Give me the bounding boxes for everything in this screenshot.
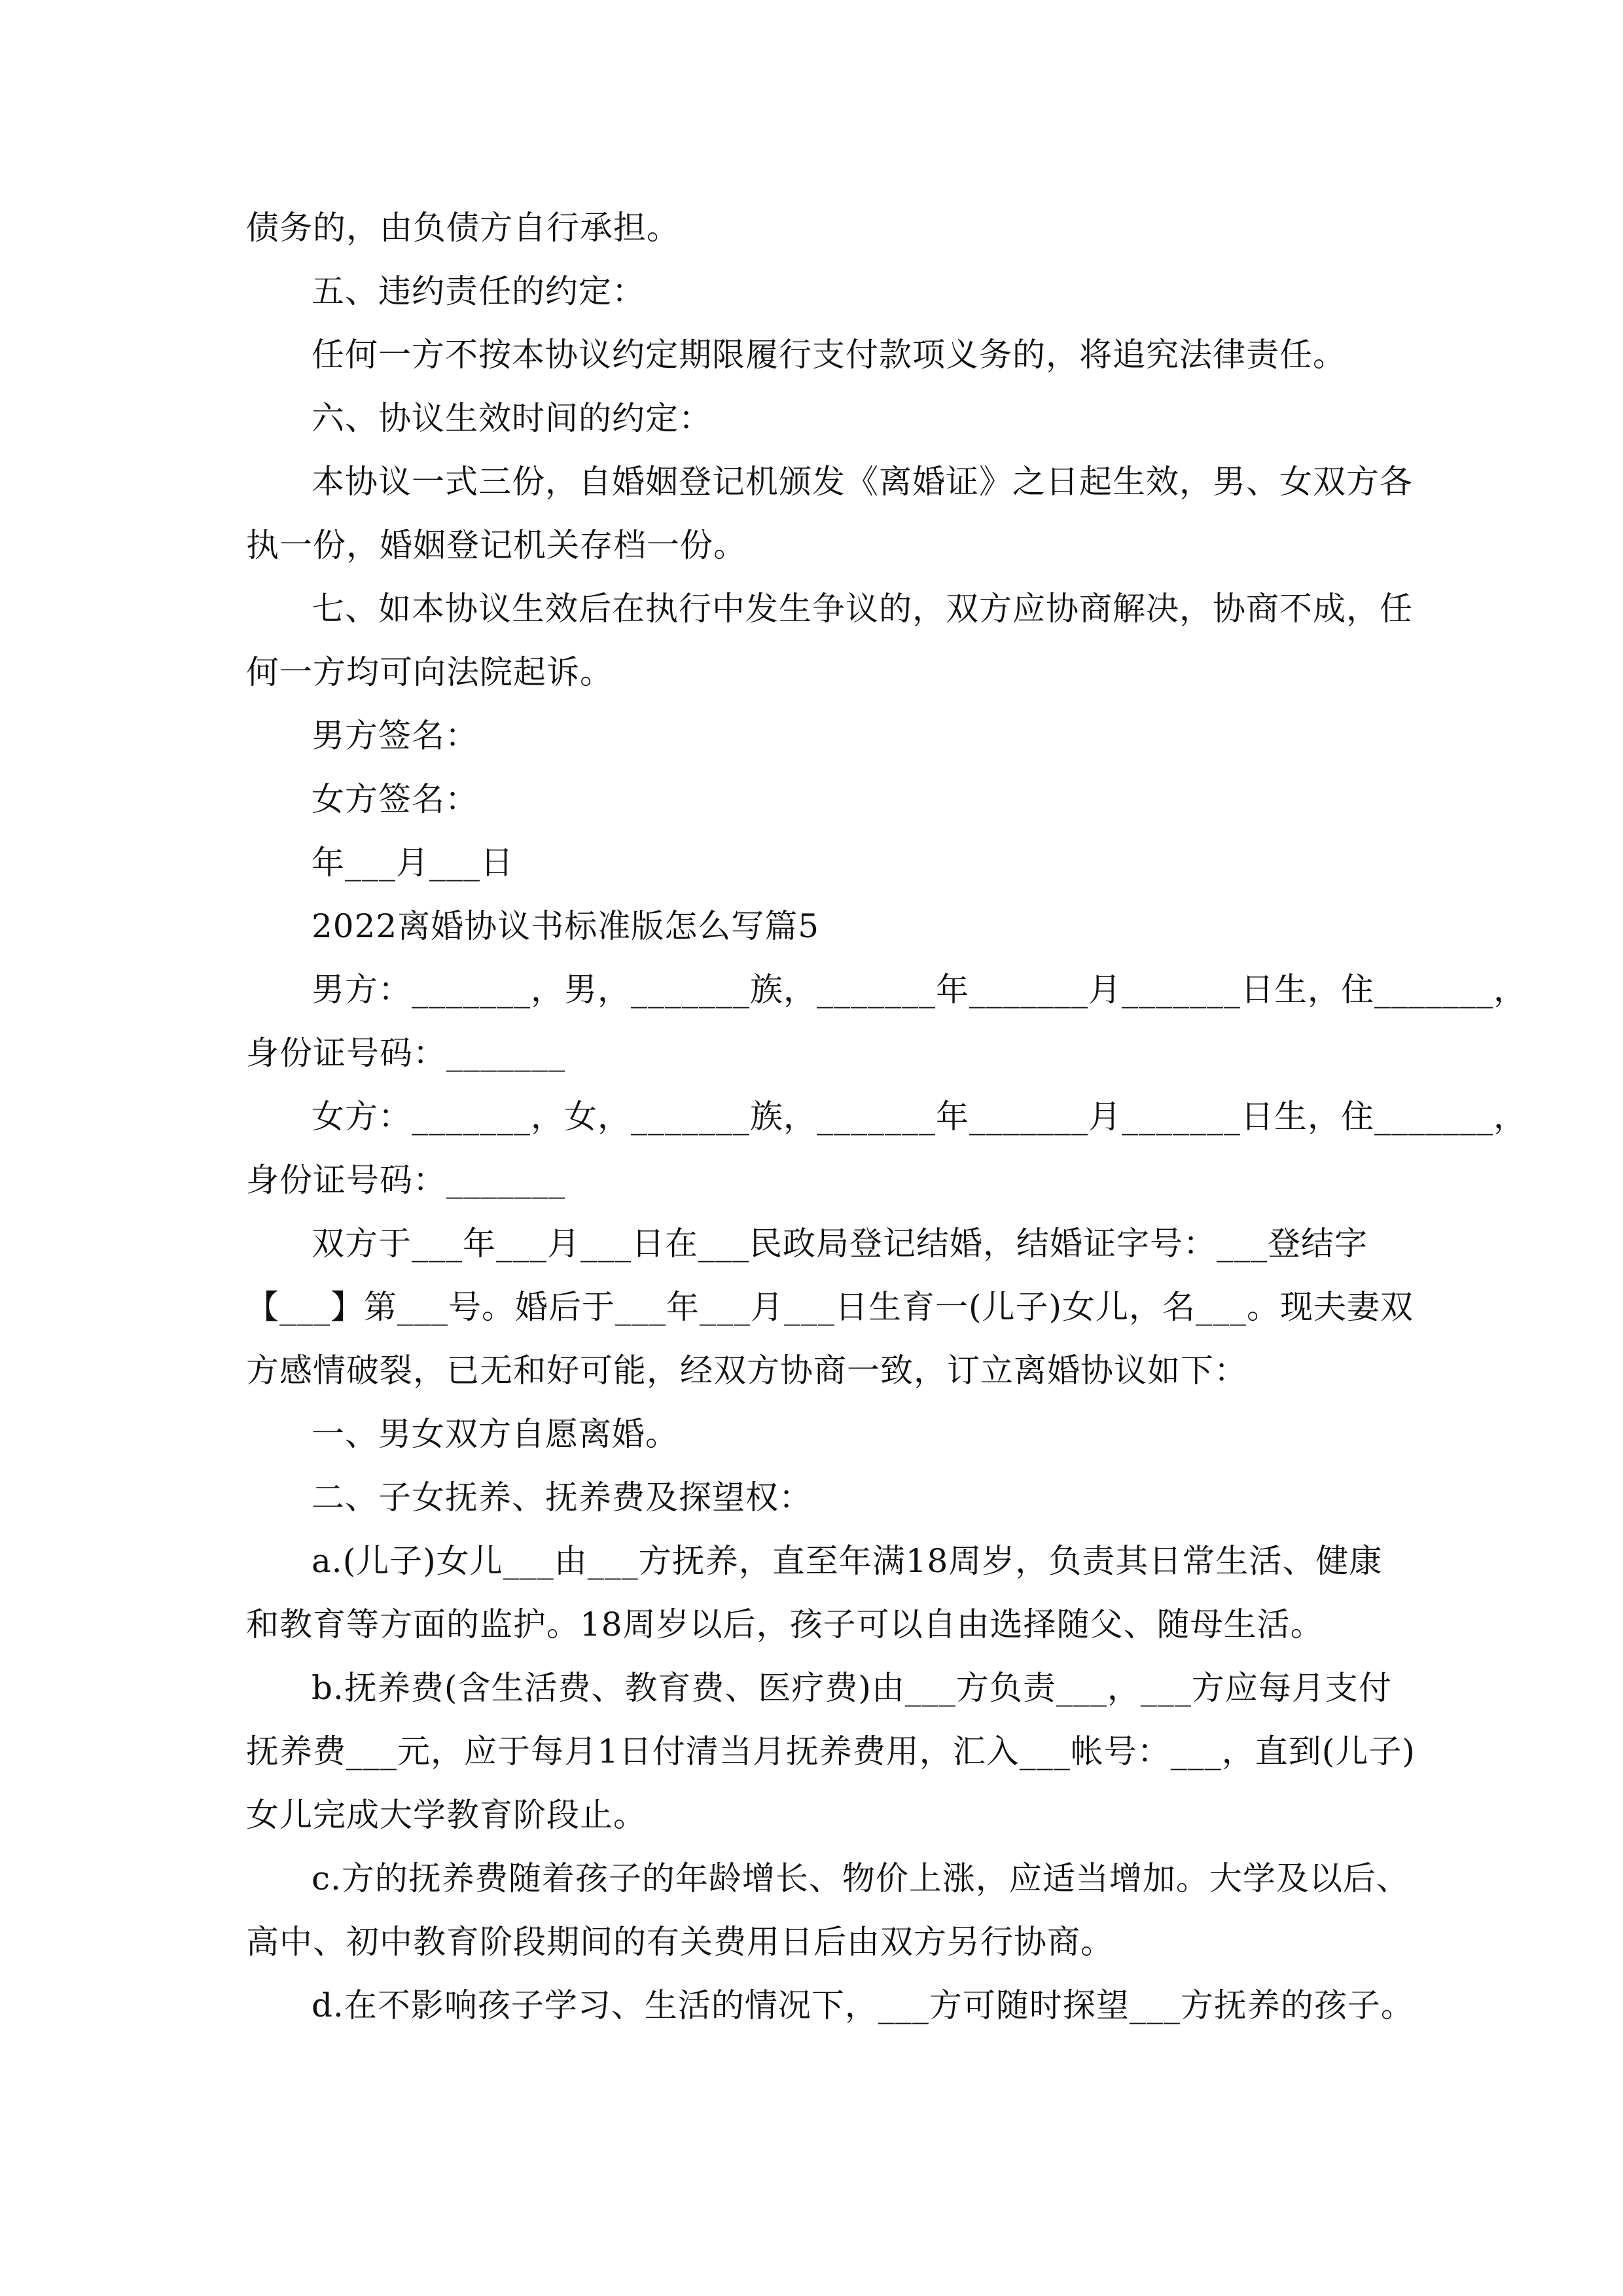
section-heading: 二、子女抚养、抚养费及探望权： (312, 1479, 812, 1516)
text-line: 和教育等方面的监护。18周岁以后，孩子可以自由选择随父、随母生活。 (246, 1605, 1324, 1643)
article-title: 2022离婚协议书标准版怎么写篇5 (312, 907, 820, 945)
date-line: 年___月___日 (312, 844, 514, 882)
text-line: 抚养费___元，应于每月1日付清当月抚养费用，汇入___帐号：___，直到(儿子) (246, 1732, 1416, 1770)
section-heading: 五、违约责任的约定： (312, 272, 645, 310)
text-line: 方感情破裂，已无和好可能，经双方协商一致，订立离婚协议如下： (246, 1352, 1247, 1390)
text-line: 高中、初中教育阶段期间的有关费用日后由双方另行协商。 (246, 1923, 1114, 1961)
text-line: 【___】第___号。婚后于___年___月___日生育一(儿子)女儿，名___。现夫妻双 (246, 1288, 1414, 1326)
section-heading: 七、如本协议生效后在执行中发生争议的，双方应协商解决，协商不成，任 (312, 590, 1413, 628)
female-party-info: 女方：_______，女，_______族，_______年_______月_______日生，住_______， (312, 1098, 1527, 1136)
female-id-number: 身份证号码：_______ (246, 1161, 565, 1199)
clause-a: a.(儿子)女儿___由___方抚养，直至年满18周岁，负责其日常生活、健康 (312, 1542, 1383, 1580)
female-signature-label: 女方签名： (312, 780, 478, 818)
section-heading: 六、协议生效时间的约定： (312, 399, 712, 437)
text-line: 何一方均可向法院起诉。 (246, 653, 613, 691)
male-id-number: 身份证号码：_______ (246, 1034, 565, 1072)
text-line: 本协议一式三份，自婚姻登记机颁发《离婚证》之日起生效，男、女双方各 (312, 463, 1413, 501)
clause-b: b.抚养费(含生活费、教育费、医疗费)由___方负责___，___方应每月支付 (312, 1669, 1392, 1707)
clause-d: d.在不影响孩子学习、生活的情况下，___方可随时探望___方抚养的孩子。 (312, 1986, 1414, 2024)
male-signature-label: 男方签名： (312, 717, 478, 755)
male-party-info: 男方：_______，男，_______族，_______年_______月_______日生，住_______， (312, 971, 1527, 1009)
text-line: 债务的，由负债方自行承担。 (246, 209, 680, 247)
section-heading: 一、男女双方自愿离婚。 (312, 1415, 679, 1453)
text-line: 任何一方不按本协议约定期限履行支付款项义务的，将追究法律责任。 (312, 336, 1346, 374)
text-line: 女儿完成大学教育阶段止。 (246, 1796, 647, 1834)
text-line: 执一份，婚姻登记机关存档一份。 (246, 526, 747, 564)
clause-c: c.方的抚养费随着孩子的年龄增长、物价上涨，应适当增加。大学及以后、 (312, 1859, 1410, 1897)
text-line: 双方于___年___月___日在___民政局登记结婚，结婚证字号：___登结字 (312, 1225, 1368, 1263)
